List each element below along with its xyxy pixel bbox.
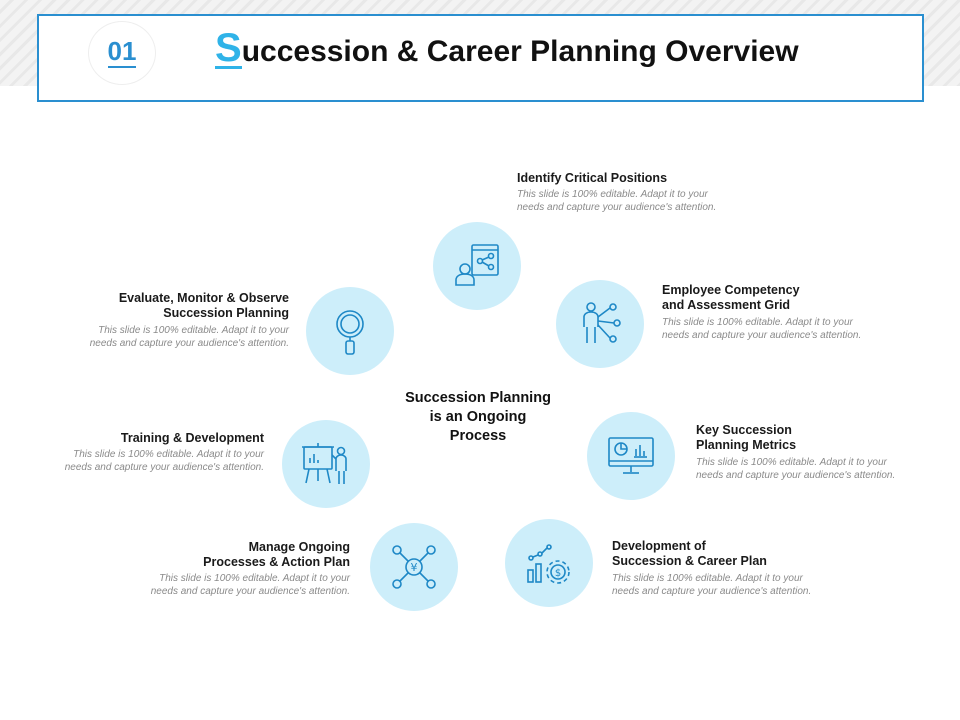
item-title-competency: Employee Competency and Assessment Grid [662,283,800,312]
item-desc-identify: This slide is 100% editable. Adapt it to your needs and capture your audience's attention. [517,189,717,213]
page-title [215,26,799,78]
item-desc-evaluate: This slide is 100% editable. Adapt it to your needs and capture your audience's attention. [89,325,289,349]
growth-gear-icon [522,536,576,590]
person-network-icon [573,297,627,351]
step-circle-training [282,420,370,508]
step-circle-identify [433,222,521,310]
step-circle-competency [556,280,644,368]
item-title-evaluate: Evaluate, Monitor & Observe Succession Planning [118,291,289,320]
center-label: Succession Planning is an Ongoing Process [405,390,551,444]
yen-network-icon [387,540,441,594]
monitor-charts-icon [604,429,658,483]
item-title-identify: Identify Critical Positions [517,171,668,185]
item-desc-competency: This slide is 100% editable. Adapt it to your needs and capture your audience's attention. [662,317,862,341]
title-first-letter: S [215,26,242,70]
svg-text:¥: ¥ [410,561,418,574]
title-rest: uccession & Career Planning Overview [241,35,799,68]
item-desc-manage: This slide is 100% editable. Adapt it to your needs and capture your audience's attention. [150,573,350,597]
item-title-metrics: Key Succession Planning Metrics [696,423,797,452]
presentation-board-icon [299,437,353,491]
item-title-training: Training & Development [120,431,264,445]
item-desc-metrics: This slide is 100% editable. Adapt it to your needs and capture your audience's attention. [696,457,896,481]
slide-number-badge [89,22,155,84]
step-circle-development [505,519,593,607]
item-desc-training: This slide is 100% editable. Adapt it to your needs and capture your audience's attention. [64,449,264,473]
slide-number: 01 [107,36,137,66]
item-title-manage: Manage Ongoing Processes & Action Plan [203,540,350,569]
magnifier-icon [323,304,377,358]
org-chart-person-icon [450,239,504,293]
item-desc-development: This slide is 100% editable. Adapt it to your needs and capture your audience's attention. [612,573,812,597]
step-circle-manage [370,523,458,611]
item-title-development: Development of Succession & Career Plan [612,539,767,568]
step-circle-metrics [587,412,675,500]
step-circle-evaluate [306,287,394,375]
svg-text:$: $ [554,568,562,579]
